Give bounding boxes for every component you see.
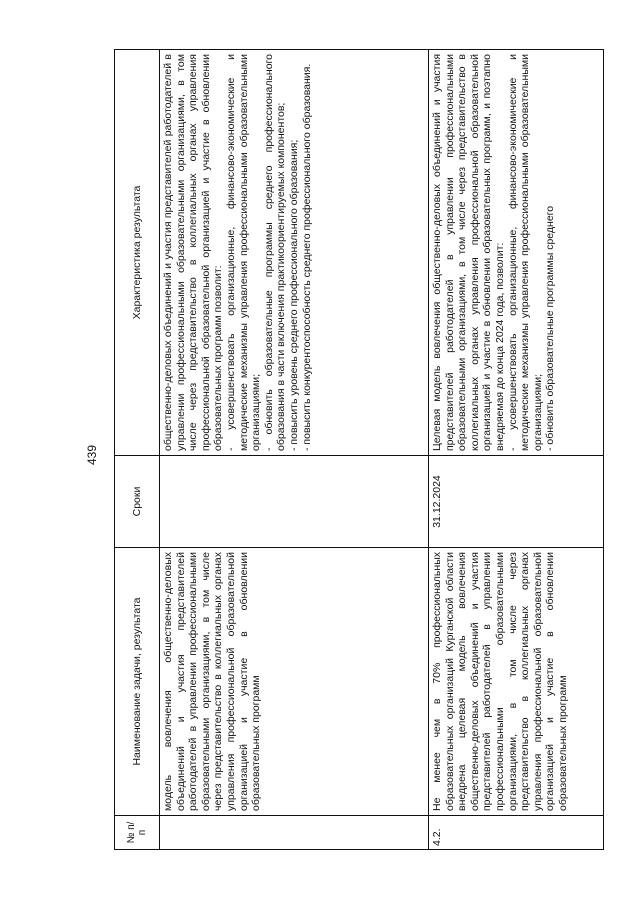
task-text: модель вовлечения общественно-деловых объединений и участия представителей работодателей в управлении профессиональными образовательными организациями, в том числе через представительство в коллегиальных органах управления профессиональной образовательной организацией и участие в обновлении образовательных программ [162, 552, 263, 811]
result-line: - повысить конкурентоспособность среднего профессионального образования. [300, 63, 313, 451]
header-task: Наименование задачи, результата [115, 548, 160, 816]
table-header-row [115, 50, 160, 850]
row-result [160, 50, 429, 456]
row-term [160, 456, 429, 548]
task-text: Не менее чем в 70% профессиональных образовательных организаций Курганской области внедрена целевая модель вовлечения общественно-деловых объединений и участия представителей работодателей в управлении профессиональными образовательными организациями, в том числе через представительство в коллегиальных органах управления профессиональной образовательной организацией и участие в обновлении образовательных программ [431, 552, 569, 811]
row-term: 31.12.2024 [429, 456, 604, 548]
rotated-table-container [114, 50, 599, 850]
header-result: Характеристика результата [115, 50, 160, 456]
result-line: общественно-деловых объединений и участия представителей работодателей в управлении профессиональными образовательными организациями, в том числе через представительство в коллегиальных органах управления профессиональной образовательной организацией и участие в обновлении образовательных программ позволит: [162, 54, 225, 451]
row-num [160, 816, 429, 850]
result-line: - усовершенствовать организационные, финансово-экономические и методические механизмы управления профессиональными образовательными организациями; [224, 54, 263, 451]
results-table [114, 49, 604, 850]
row-result [429, 50, 604, 456]
result-line: - усовершенствовать организационные, финансово-экономические и методические механизмы управления профессиональными образовательными организациями; [506, 54, 544, 451]
result-line: - обновить образовательные программы среднего [544, 205, 557, 451]
page-number: 439 [85, 444, 99, 466]
row-task [429, 548, 604, 816]
result-line: - обновить образовательные программы среднего профессионального образования в части включения практикоориентируемых компонентов; [262, 54, 288, 451]
table-row [429, 50, 604, 850]
header-num: № п/п [115, 816, 160, 850]
table-row [160, 50, 429, 850]
result-line: Целевая модель вовлечения общественно-деловых объединений и участия представителей работодателей в управлении профессиональными образовательными организациями, в том числе через представительство в коллегиальных органах управления профессиональной образовательной организацией и участие в обновлении образовательных программ, и поэтапно внедряемая до конца 2024 года, позволит: [431, 54, 506, 451]
row-num: 4.2. [429, 816, 604, 850]
header-term: Сроки [115, 456, 160, 548]
row-task [160, 548, 429, 816]
result-line: - повысить уровень среднего профессионального образования; [287, 139, 300, 451]
